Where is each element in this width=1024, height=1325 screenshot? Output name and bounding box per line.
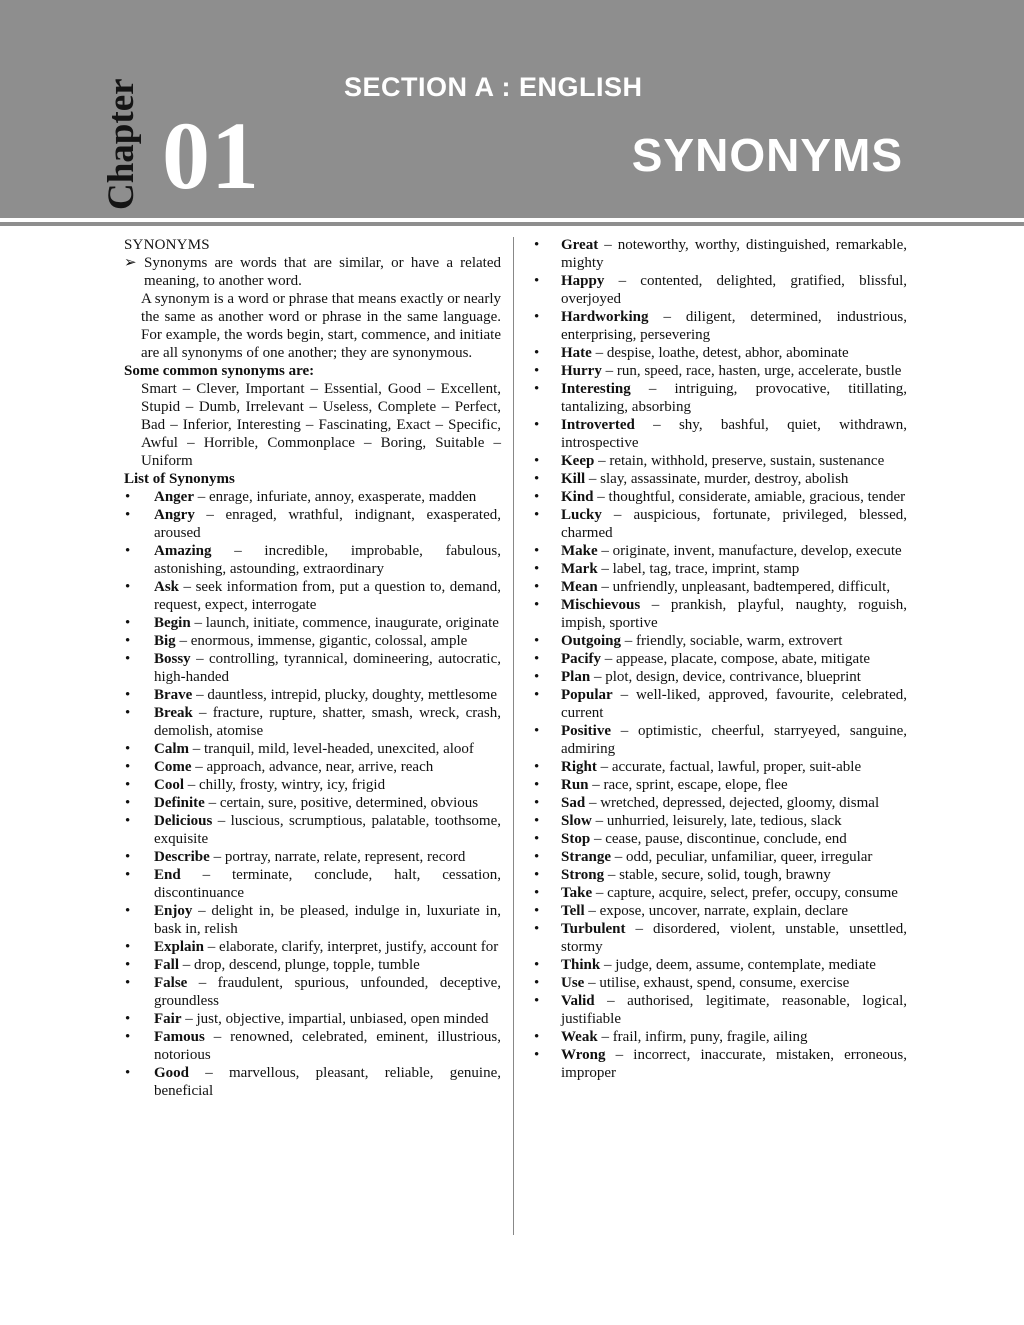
- entry-synonyms: originate, invent, manufacture, develop, execute: [612, 543, 902, 559]
- chapter-number: 01: [162, 102, 260, 209]
- bullet-icon: •: [125, 615, 131, 631]
- entry-word: Calm: [154, 741, 189, 757]
- entry-synonyms: delight in, be pleased, indulge in, luxuriate in, bask in, relish: [154, 903, 502, 937]
- entry-synonyms: optimistic, cheerful, starryeyed, sanguine, admiring: [561, 723, 908, 757]
- bullet-icon: •: [125, 741, 131, 757]
- entry-word: Definite: [154, 795, 205, 811]
- bullet-icon: •: [534, 633, 540, 649]
- bullet-icon: •: [534, 237, 540, 253]
- section-title: SECTION A : ENGLISH: [344, 72, 643, 102]
- entry-word: Run: [561, 777, 589, 793]
- synonym-entry: • Mean – unfriendly, unpleasant, badtempered, difficult,: [534, 579, 891, 595]
- entry-word: Tell: [561, 903, 585, 919]
- entry-word: Come: [154, 759, 192, 775]
- entry-synonyms: judge, deem, assume, contemplate, mediate: [615, 957, 876, 973]
- entry-word: Stop: [561, 831, 591, 847]
- bullet-icon: •: [534, 345, 540, 361]
- bullet-icon: •: [125, 651, 131, 667]
- bullet-icon: •: [534, 993, 540, 1009]
- entry-synonyms: seek information from, put a question to, demand, request, expect, interrogate: [154, 579, 502, 613]
- entry-synonyms: cease, pause, discontinue, conclude, end: [605, 831, 847, 847]
- bullet-icon: •: [534, 579, 540, 595]
- synonym-entry: • Take – capture, acquire, select, prefer, occupy, consume: [534, 885, 898, 901]
- bullet-icon: •: [534, 417, 540, 433]
- entry-synonyms: diligent, determined, industrious, enterprising, persevering: [561, 309, 907, 343]
- entry-word: Hurry: [561, 363, 602, 379]
- synonym-entry: • Calm – tranquil, mild, level-headed, unexcited, aloof: [125, 741, 474, 757]
- synonym-entry: • Introverted – shy, bashful, quiet, withdrawn, introspective: [534, 417, 908, 451]
- entry-word: Good: [154, 1065, 190, 1081]
- entry-word: Introverted: [561, 417, 635, 433]
- synonym-entry: • Mark – label, tag, trace, imprint, stamp: [534, 561, 800, 577]
- bullet-icon: •: [534, 975, 540, 991]
- synonym-entry: • Big – enormous, immense, gigantic, colossal, ample: [125, 633, 468, 649]
- bullet-icon: •: [534, 363, 540, 379]
- entry-word: Strong: [561, 867, 605, 883]
- entry-synonyms: incorrect, inaccurate, mistaken, erroneous, improper: [561, 1047, 907, 1081]
- bullet-icon: •: [534, 777, 540, 793]
- entry-word: Amazing: [154, 543, 212, 559]
- synonym-entry: • Strange – odd, peculiar, unfamiliar, queer, irregular: [534, 849, 873, 865]
- entry-synonyms: enraged, wrathful, indignant, exasperated, aroused: [154, 507, 502, 541]
- synonym-entry: • Kind – thoughtful, considerate, amiable, gracious, tender: [534, 489, 906, 505]
- list-heading: List of Synonyms: [124, 471, 235, 487]
- entry-word: Lucky: [561, 507, 602, 523]
- bullet-icon: •: [534, 687, 540, 703]
- entry-word: Break: [154, 705, 193, 721]
- synonym-entry: • Interesting – intriguing, provocative, titillating, tantalizing, absorbing: [534, 381, 908, 415]
- entry-synonyms: approach, advance, near, arrive, reach: [206, 759, 434, 775]
- entry-word: False: [154, 975, 188, 991]
- entry-word: Strange: [561, 849, 611, 865]
- entry-synonyms: well-liked, approved, favourite, celebrated, current: [561, 687, 908, 721]
- entry-synonyms: drop, descend, plunge, topple, tumble: [194, 957, 420, 973]
- entry-synonyms: unfriendly, unpleasant, badtempered, difficult,: [612, 579, 891, 595]
- entry-synonyms: disordered, violent, unstable, unsettled, stormy: [561, 921, 908, 955]
- entry-synonyms: enormous, immense, gigantic, colossal, ample: [190, 633, 468, 649]
- entry-synonyms: despise, loathe, detest, abhor, abominate: [606, 345, 849, 361]
- entry-synonyms: unhurried, leisurely, late, tedious, slack: [606, 813, 842, 829]
- synonym-entry: • Come – approach, advance, near, arrive, reach: [125, 759, 434, 775]
- entry-word: Popular: [561, 687, 613, 703]
- bullet-icon: •: [125, 795, 131, 811]
- bullet-icon: •: [534, 903, 540, 919]
- entry-word: Positive: [561, 723, 611, 739]
- synonym-entry: • Sad – wretched, depressed, dejected, gloomy, dismal: [534, 795, 880, 811]
- entry-synonyms: wretched, depressed, dejected, gloomy, dismal: [600, 795, 880, 811]
- common-synonyms-heading: Some common synonyms are:: [124, 363, 315, 379]
- banner-rule: [0, 222, 1024, 226]
- bullet-icon: •: [125, 813, 131, 829]
- synonym-entry: • Stop – cease, pause, discontinue, conclude, end: [534, 831, 847, 847]
- entry-synonyms: accurate, factual, lawful, proper, suit-able: [611, 759, 862, 775]
- entry-synonyms: intriguing, provocative, titillating, tantalizing, absorbing: [561, 381, 908, 415]
- synonym-entry: • Tell – expose, uncover, narrate, explain, declare: [534, 903, 849, 919]
- entry-synonyms: friendly, sociable, warm, extrovert: [636, 633, 843, 649]
- entry-synonyms: shy, bashful, quiet, withdrawn, introspective: [561, 417, 908, 451]
- entry-synonyms: label, tag, trace, imprint, stamp: [612, 561, 800, 577]
- entry-word: Weak: [561, 1029, 598, 1045]
- entry-word: Keep: [561, 453, 595, 469]
- bullet-icon: •: [534, 867, 540, 883]
- entry-synonyms: auspicious, fortunate, privileged, blessed, charmed: [561, 507, 908, 541]
- bullet-icon: •: [125, 1029, 131, 1045]
- synonym-entry: • Describe – portray, narrate, relate, represent, record: [125, 849, 466, 865]
- bullet-icon: •: [125, 543, 131, 559]
- entry-word: Brave: [154, 687, 193, 703]
- bullet-icon: •: [125, 489, 131, 505]
- chapter-banner: [0, 0, 1024, 218]
- left-column: [124, 236, 501, 1100]
- common-synonyms-text: Smart – Clever, Important – Essential, Good – Excellent, Stupid – Dumb, Irrelevant – Useless, Complete – Perfect, Bad – Inferior, Interesting – Fascinating, Exact – Specific, Awful – Horrible, Commonplace – Boring, Suitable – Uniform: [141, 381, 501, 469]
- entry-synonyms: fraudulent, spurious, unfounded, deceptive, groundless: [154, 975, 501, 1009]
- entry-word: Plan: [561, 669, 591, 685]
- bullet-icon: •: [534, 669, 540, 685]
- bullet-icon: •: [534, 723, 540, 739]
- synonym-entry: • Kill – slay, assassinate, murder, destroy, abolish: [534, 471, 849, 487]
- entry-synonyms: certain, sure, positive, determined, obvious: [219, 795, 479, 811]
- synonym-entry: • Ask – seek information from, put a question to, demand, request, expect, interrogate: [125, 579, 502, 613]
- entry-word: Make: [561, 543, 598, 559]
- bullet-icon: •: [534, 471, 540, 487]
- bullet-icon: •: [534, 507, 540, 523]
- bullet-icon: •: [534, 849, 540, 865]
- entry-synonyms: authorised, legitimate, reasonable, logical, justifiable: [561, 993, 907, 1027]
- synonym-entry: • Lucky – auspicious, fortunate, privileged, blessed, charmed: [534, 507, 908, 541]
- entry-synonyms: frail, infirm, puny, fragile, ailing: [612, 1029, 808, 1045]
- entry-word: Great: [561, 237, 599, 253]
- synonym-entry: • Explain – elaborate, clarify, interpret, justify, account for: [125, 939, 499, 955]
- synonym-entry: • Bossy – controlling, tyrannical, domineering, autocratic, high-handed: [125, 651, 501, 685]
- bullet-icon: •: [125, 1011, 131, 1027]
- entry-synonyms: launch, initiate, commence, inaugurate, originate: [205, 615, 499, 631]
- entry-word: Bossy: [154, 651, 191, 667]
- entry-synonyms: incredible, improbable, fabulous, astonishing, astounding, extraordinary: [154, 543, 501, 577]
- entry-word: Fair: [154, 1011, 182, 1027]
- synonym-entry: • Break – fracture, rupture, shatter, smash, wreck, crash, demolish, atomise: [125, 705, 501, 739]
- entry-synonyms: slay, assassinate, murder, destroy, abolish: [600, 471, 849, 487]
- synonym-entry: • Happy – contented, delighted, gratified, blissful, overjoyed: [534, 273, 908, 307]
- entry-synonyms: thoughtful, considerate, amiable, gracious, tender: [608, 489, 906, 505]
- bullet-icon: •: [534, 1029, 540, 1045]
- entry-word: Hardworking: [561, 309, 649, 325]
- entry-synonyms: race, sprint, escape, elope, flee: [603, 777, 788, 793]
- entry-synonyms: renowned, celebrated, eminent, illustrious, notorious: [154, 1029, 501, 1063]
- entry-synonyms: stable, secure, solid, tough, brawny: [619, 867, 831, 883]
- synonym-entry: • Run – race, sprint, escape, elope, flee: [534, 777, 788, 793]
- bullet-icon: •: [534, 453, 540, 469]
- synonym-entry: • Good – marvellous, pleasant, reliable, genuine, beneficial: [125, 1065, 502, 1099]
- bullet-icon: •: [125, 975, 131, 991]
- synonym-entry: • Amazing – incredible, improbable, fabulous, astonishing, astounding, extraordinary: [125, 543, 501, 577]
- bullet-icon: •: [125, 849, 131, 865]
- bullet-icon: •: [534, 957, 540, 973]
- bullet-icon: •: [534, 759, 540, 775]
- entry-synonyms: just, objective, impartial, unbiased, open minded: [196, 1011, 489, 1027]
- synonym-list-left: [124, 488, 501, 1100]
- bullet-icon: •: [534, 651, 540, 667]
- synonym-entry: • Hurry – run, speed, race, hasten, urge, accelerate, bustle: [534, 363, 902, 379]
- bullet-icon: •: [125, 777, 131, 793]
- synonym-entry: • Famous – renowned, celebrated, eminent, illustrious, notorious: [125, 1029, 501, 1063]
- entry-word: End: [154, 867, 181, 883]
- synonym-entry: • Valid – authorised, legitimate, reasonable, logical, justifiable: [534, 993, 907, 1027]
- entry-word: Famous: [154, 1029, 205, 1045]
- chapter-label: Chapter: [101, 78, 142, 210]
- bullet-icon: •: [125, 633, 131, 649]
- synonym-entry: • Use – utilise, exhaust, spend, consume, exercise: [534, 975, 850, 991]
- entry-word: Turbulent: [561, 921, 626, 937]
- entry-word: Outgoing: [561, 633, 622, 649]
- entry-word: Valid: [561, 993, 595, 1009]
- entry-word: Use: [561, 975, 585, 991]
- entry-word: Slow: [561, 813, 592, 829]
- entry-word: Happy: [561, 273, 605, 289]
- entry-synonyms: plot, design, device, contrivance, blueprint: [605, 669, 861, 685]
- entry-synonyms: portray, narrate, relate, represent, record: [224, 849, 466, 865]
- bullet-icon: •: [534, 813, 540, 829]
- entry-synonyms: dauntless, intrepid, plucky, doughty, mettlesome: [207, 687, 498, 703]
- synonym-entry: • False – fraudulent, spurious, unfounded, deceptive, groundless: [125, 975, 501, 1009]
- entry-word: Right: [561, 759, 597, 775]
- synonym-entry: • Fair – just, objective, impartial, unbiased, open minded: [125, 1011, 489, 1027]
- synonym-entry: • Mischievous – prankish, playful, naughty, roguish, impish, sportive: [534, 597, 908, 631]
- entry-word: Kill: [561, 471, 586, 487]
- entry-synonyms: noteworthy, worthy, distinguished, remarkable, mighty: [561, 237, 908, 271]
- bullet-icon: •: [534, 381, 540, 397]
- entry-word: Explain: [154, 939, 205, 955]
- entry-word: Begin: [154, 615, 191, 631]
- bullet-icon: •: [534, 273, 540, 289]
- intro-heading: SYNONYMS: [124, 237, 210, 253]
- synonym-entry: • Angry – enraged, wrathful, indignant, exasperated, aroused: [125, 507, 502, 541]
- synonym-entry: • Right – accurate, factual, lawful, proper, suit-able: [534, 759, 862, 775]
- synonym-entry: • Turbulent – disordered, violent, unstable, unsettled, stormy: [534, 921, 908, 955]
- entry-word: Big: [154, 633, 176, 649]
- synonym-entry: • Hardworking – diligent, determined, industrious, enterprising, persevering: [534, 309, 907, 343]
- synonym-entry: • Outgoing – friendly, sociable, warm, extrovert: [534, 633, 843, 649]
- entry-word: Hate: [561, 345, 592, 361]
- entry-word: Mischievous: [561, 597, 641, 613]
- entry-word: Mean: [561, 579, 598, 595]
- entry-word: Angry: [154, 507, 195, 523]
- synonym-entry: • Strong – stable, secure, solid, tough, brawny: [534, 867, 831, 883]
- entry-synonyms: marvellous, pleasant, reliable, genuine, beneficial: [154, 1065, 502, 1099]
- intro-paragraph: A synonym is a word or phrase that means exactly or nearly the same as another word or phrase in the same language. For example, the words begin, start, commence, and initiate are all synonyms of one another; they are synonymous.: [141, 291, 501, 361]
- bullet-icon: •: [534, 489, 540, 505]
- bullet-icon: •: [534, 1047, 540, 1063]
- bullet-icon: •: [534, 543, 540, 559]
- entry-word: Interesting: [561, 381, 631, 397]
- bullet-icon: •: [534, 921, 540, 937]
- entry-word: Describe: [154, 849, 210, 865]
- bullet-icon: •: [125, 939, 131, 955]
- definition-paragraph: [124, 254, 501, 290]
- synonym-entry: • Keep – retain, withhold, preserve, sustain, sustenance: [534, 453, 885, 469]
- synonym-entry: • End – terminate, conclude, halt, cessation, discontinuance: [125, 867, 501, 901]
- synonym-entry: • Hate – despise, loathe, detest, abhor, abominate: [534, 345, 849, 361]
- entry-synonyms: chilly, frosty, wintry, icy, frigid: [199, 777, 386, 793]
- entry-word: Enjoy: [154, 903, 193, 919]
- entry-word: Think: [561, 957, 601, 973]
- entry-word: Ask: [154, 579, 180, 595]
- bullet-icon: •: [125, 903, 131, 919]
- bullet-icon: •: [534, 309, 540, 325]
- entry-synonyms: capture, acquire, select, prefer, occupy, consume: [607, 885, 898, 901]
- synonym-entry: • Wrong – incorrect, inaccurate, mistaken, erroneous, improper: [534, 1047, 907, 1081]
- bullet-icon: •: [125, 705, 131, 721]
- entry-word: Anger: [154, 489, 194, 505]
- synonym-entry: • Weak – frail, infirm, puny, fragile, ailing: [534, 1029, 808, 1045]
- synonym-list-right: [533, 236, 907, 1082]
- synonym-entry: • Enjoy – delight in, be pleased, indulge in, luxuriate in, bask in, relish: [125, 903, 502, 937]
- bullet-icon: •: [534, 597, 540, 613]
- arrow-bullet-icon: ➢: [124, 255, 137, 271]
- bullet-icon: •: [125, 867, 131, 883]
- entry-synonyms: enrage, infuriate, annoy, exasperate, madden: [209, 489, 477, 505]
- definition-text: Synonyms are words that are similar, or have a related meaning, to another word.: [144, 255, 501, 289]
- entry-synonyms: terminate, conclude, halt, cessation, discontinuance: [154, 867, 501, 901]
- synonym-entry: • Begin – launch, initiate, commence, inaugurate, originate: [125, 615, 499, 631]
- column-divider: [513, 237, 514, 1235]
- entry-synonyms: contented, delighted, gratified, blissful, overjoyed: [561, 273, 908, 307]
- synonym-entry: • Great – noteworthy, worthy, distinguished, remarkable, mighty: [534, 237, 908, 271]
- bullet-icon: •: [534, 885, 540, 901]
- synonym-entry: • Make – originate, invent, manufacture, develop, execute: [534, 543, 902, 559]
- entry-synonyms: run, speed, race, hasten, urge, accelerate, bustle: [616, 363, 902, 379]
- entry-synonyms: utilise, exhaust, spend, consume, exercise: [599, 975, 850, 991]
- entry-synonyms: expose, uncover, narrate, explain, declare: [599, 903, 849, 919]
- entry-synonyms: fracture, rupture, shatter, smash, wreck, crash, demolish, atomise: [154, 705, 501, 739]
- entry-word: Take: [561, 885, 593, 901]
- entry-word: Sad: [561, 795, 586, 811]
- synonym-entry: • Fall – drop, descend, plunge, topple, tumble: [125, 957, 420, 973]
- bullet-icon: •: [125, 1065, 131, 1081]
- right-column: [533, 236, 907, 1082]
- entry-word: Fall: [154, 957, 179, 973]
- chapter-title: SYNONYMS: [631, 129, 903, 181]
- bullet-icon: •: [534, 795, 540, 811]
- synonym-entry: • Brave – dauntless, intrepid, plucky, doughty, mettlesome: [125, 687, 498, 703]
- bullet-icon: •: [125, 579, 131, 595]
- bullet-icon: •: [534, 831, 540, 847]
- synonym-entry: • Definite – certain, sure, positive, determined, obvious: [125, 795, 479, 811]
- entry-word: Pacify: [561, 651, 601, 667]
- bullet-icon: •: [125, 957, 131, 973]
- synonym-entry: • Delicious – luscious, scrumptious, palatable, toothsome, exquisite: [125, 813, 501, 847]
- entry-word: Cool: [154, 777, 184, 793]
- entry-synonyms: prankish, playful, naughty, roguish, impish, sportive: [561, 597, 908, 631]
- entry-word: Delicious: [154, 813, 213, 829]
- synonym-entry: • Slow – unhurried, leisurely, late, tedious, slack: [534, 813, 842, 829]
- entry-synonyms: appease, placate, compose, abate, mitigate: [615, 651, 871, 667]
- entry-synonyms: elaborate, clarify, interpret, justify, account for: [219, 939, 499, 955]
- synonym-entry: • Think – judge, deem, assume, contemplate, mediate: [534, 957, 876, 973]
- synonym-entry: • Positive – optimistic, cheerful, starryeyed, sanguine, admiring: [534, 723, 908, 757]
- synonym-entry: • Cool – chilly, frosty, wintry, icy, frigid: [125, 777, 386, 793]
- bullet-icon: •: [534, 561, 540, 577]
- entry-synonyms: tranquil, mild, level-headed, unexcited, aloof: [204, 741, 474, 757]
- entry-word: Mark: [561, 561, 598, 577]
- bullet-icon: •: [125, 759, 131, 775]
- synonym-entry: • Popular – well-liked, approved, favourite, celebrated, current: [534, 687, 908, 721]
- entry-synonyms: retain, withhold, preserve, sustain, sustenance: [609, 453, 885, 469]
- entry-word: Kind: [561, 489, 594, 505]
- entry-synonyms: odd, peculiar, unfamiliar, queer, irregular: [626, 849, 873, 865]
- entry-synonyms: luscious, scrumptious, palatable, toothsome, exquisite: [154, 813, 501, 847]
- synonym-entry: • Pacify – appease, placate, compose, abate, mitigate: [534, 651, 871, 667]
- synonym-entry: • Plan – plot, design, device, contrivance, blueprint: [534, 669, 861, 685]
- entry-synonyms: controlling, tyrannical, domineering, autocratic, high-handed: [154, 651, 501, 685]
- bullet-icon: •: [125, 507, 131, 523]
- bullet-icon: •: [125, 687, 131, 703]
- entry-word: Wrong: [561, 1047, 606, 1063]
- synonym-entry: • Anger – enrage, infuriate, annoy, exasperate, madden: [125, 489, 477, 505]
